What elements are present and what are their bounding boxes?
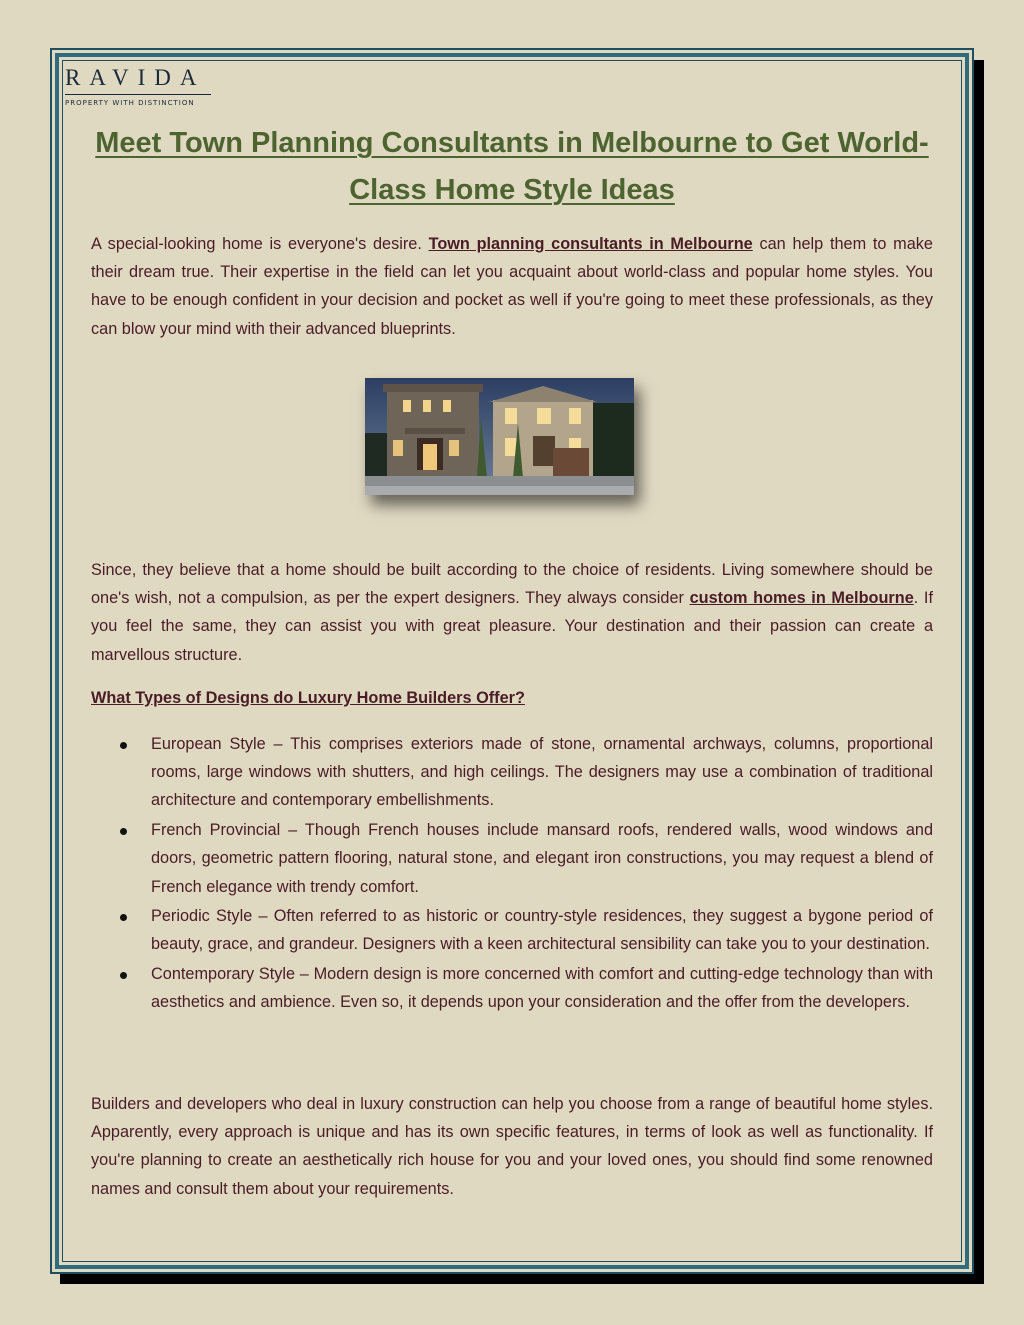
house-photo-illustration <box>365 378 634 495</box>
custom-homes-link[interactable]: custom homes in Melbourne <box>689 589 914 608</box>
bullet-icon <box>120 914 127 921</box>
custom-homes-paragraph <box>91 556 933 669</box>
list-item <box>91 816 933 901</box>
list-item-text: European Style – This comprises exteriors made of stone, ornamental archways, columns, proportional rooms, large windows with shutters, and high ceilings. The designers may use a combination of traditional architecture and contemporary embellishments. <box>151 735 933 810</box>
intro-text-end: can help them to make their dream true. Their expertise in the field can let you acquaint about world-class and popular home styles. You have to be enough confident in your decision and pocket as well if you're going to meet these professionals, as they can blow your mind with their advanced blueprints. <box>91 235 933 338</box>
list-item-text: Periodic Style – Often referred to as historic or country-style residences, they suggest a bygone period of beauty, grace, and grandeur. Designers with a keen architectural sensibility can take you to your destination. <box>151 907 933 954</box>
house-photo <box>365 378 634 495</box>
logo-divider <box>65 94 211 95</box>
town-planning-link[interactable]: Town planning consultants in Melbourne <box>428 235 753 253</box>
bullet-icon <box>120 828 127 835</box>
bullet-icon <box>120 742 127 749</box>
ravida-logo <box>65 66 215 107</box>
list-item-text: French Provincial – Though French houses include mansard roofs, rendered walls, wood windows and doors, geometric pattern flooring, natural stone, and elegant iron constructions, you may request a blend of French elegance with trendy comfort. <box>151 821 933 896</box>
para2-text-start: Since, they believe that a home should be built according to the choice of residents. Living somewhere should be one's wish, not a compulsion, as per the expert designers. They always consider <box>91 561 933 608</box>
closing-paragraph: Builders and developers who deal in luxury construction can help you choose from a range of beautiful home styles. Apparently, every approach is unique and has its own specific features, in terms of look as well as functionality. If you're planning to create an aesthetically rich house for you and your loved ones, you should find some renowned names and consult them about your requirements. <box>91 1095 933 1198</box>
logo-wordmark: RAVIDA <box>65 65 206 90</box>
para2-text-end: . If you feel the same, they can assist you with great pleasure. Your destination and their passion can create a marvellous structure. <box>91 589 933 664</box>
bullet-icon <box>120 972 127 979</box>
intro-paragraph <box>91 230 933 343</box>
logo-tagline: PROPERTY WITH DISTINCTION <box>65 99 195 107</box>
section-subheading: What Types of Designs do Luxury Home Builders Offer? <box>91 689 525 707</box>
intro-text-start: A special-looking home is everyone's desire. <box>91 235 429 253</box>
list-item <box>91 730 933 815</box>
list-item <box>91 960 933 1016</box>
list-item <box>91 902 933 958</box>
list-item-text: Contemporary Style – Modern design is more concerned with comfort and cutting-edge technology than with aesthetics and ambience. Even so, it depends upon your consideration and the offer from the developers. <box>151 965 933 1012</box>
page-title: Meet Town Planning Consultants in Melbourne to Get World-Class Home Style Ideas <box>95 127 929 206</box>
home-styles-list <box>91 730 933 1018</box>
